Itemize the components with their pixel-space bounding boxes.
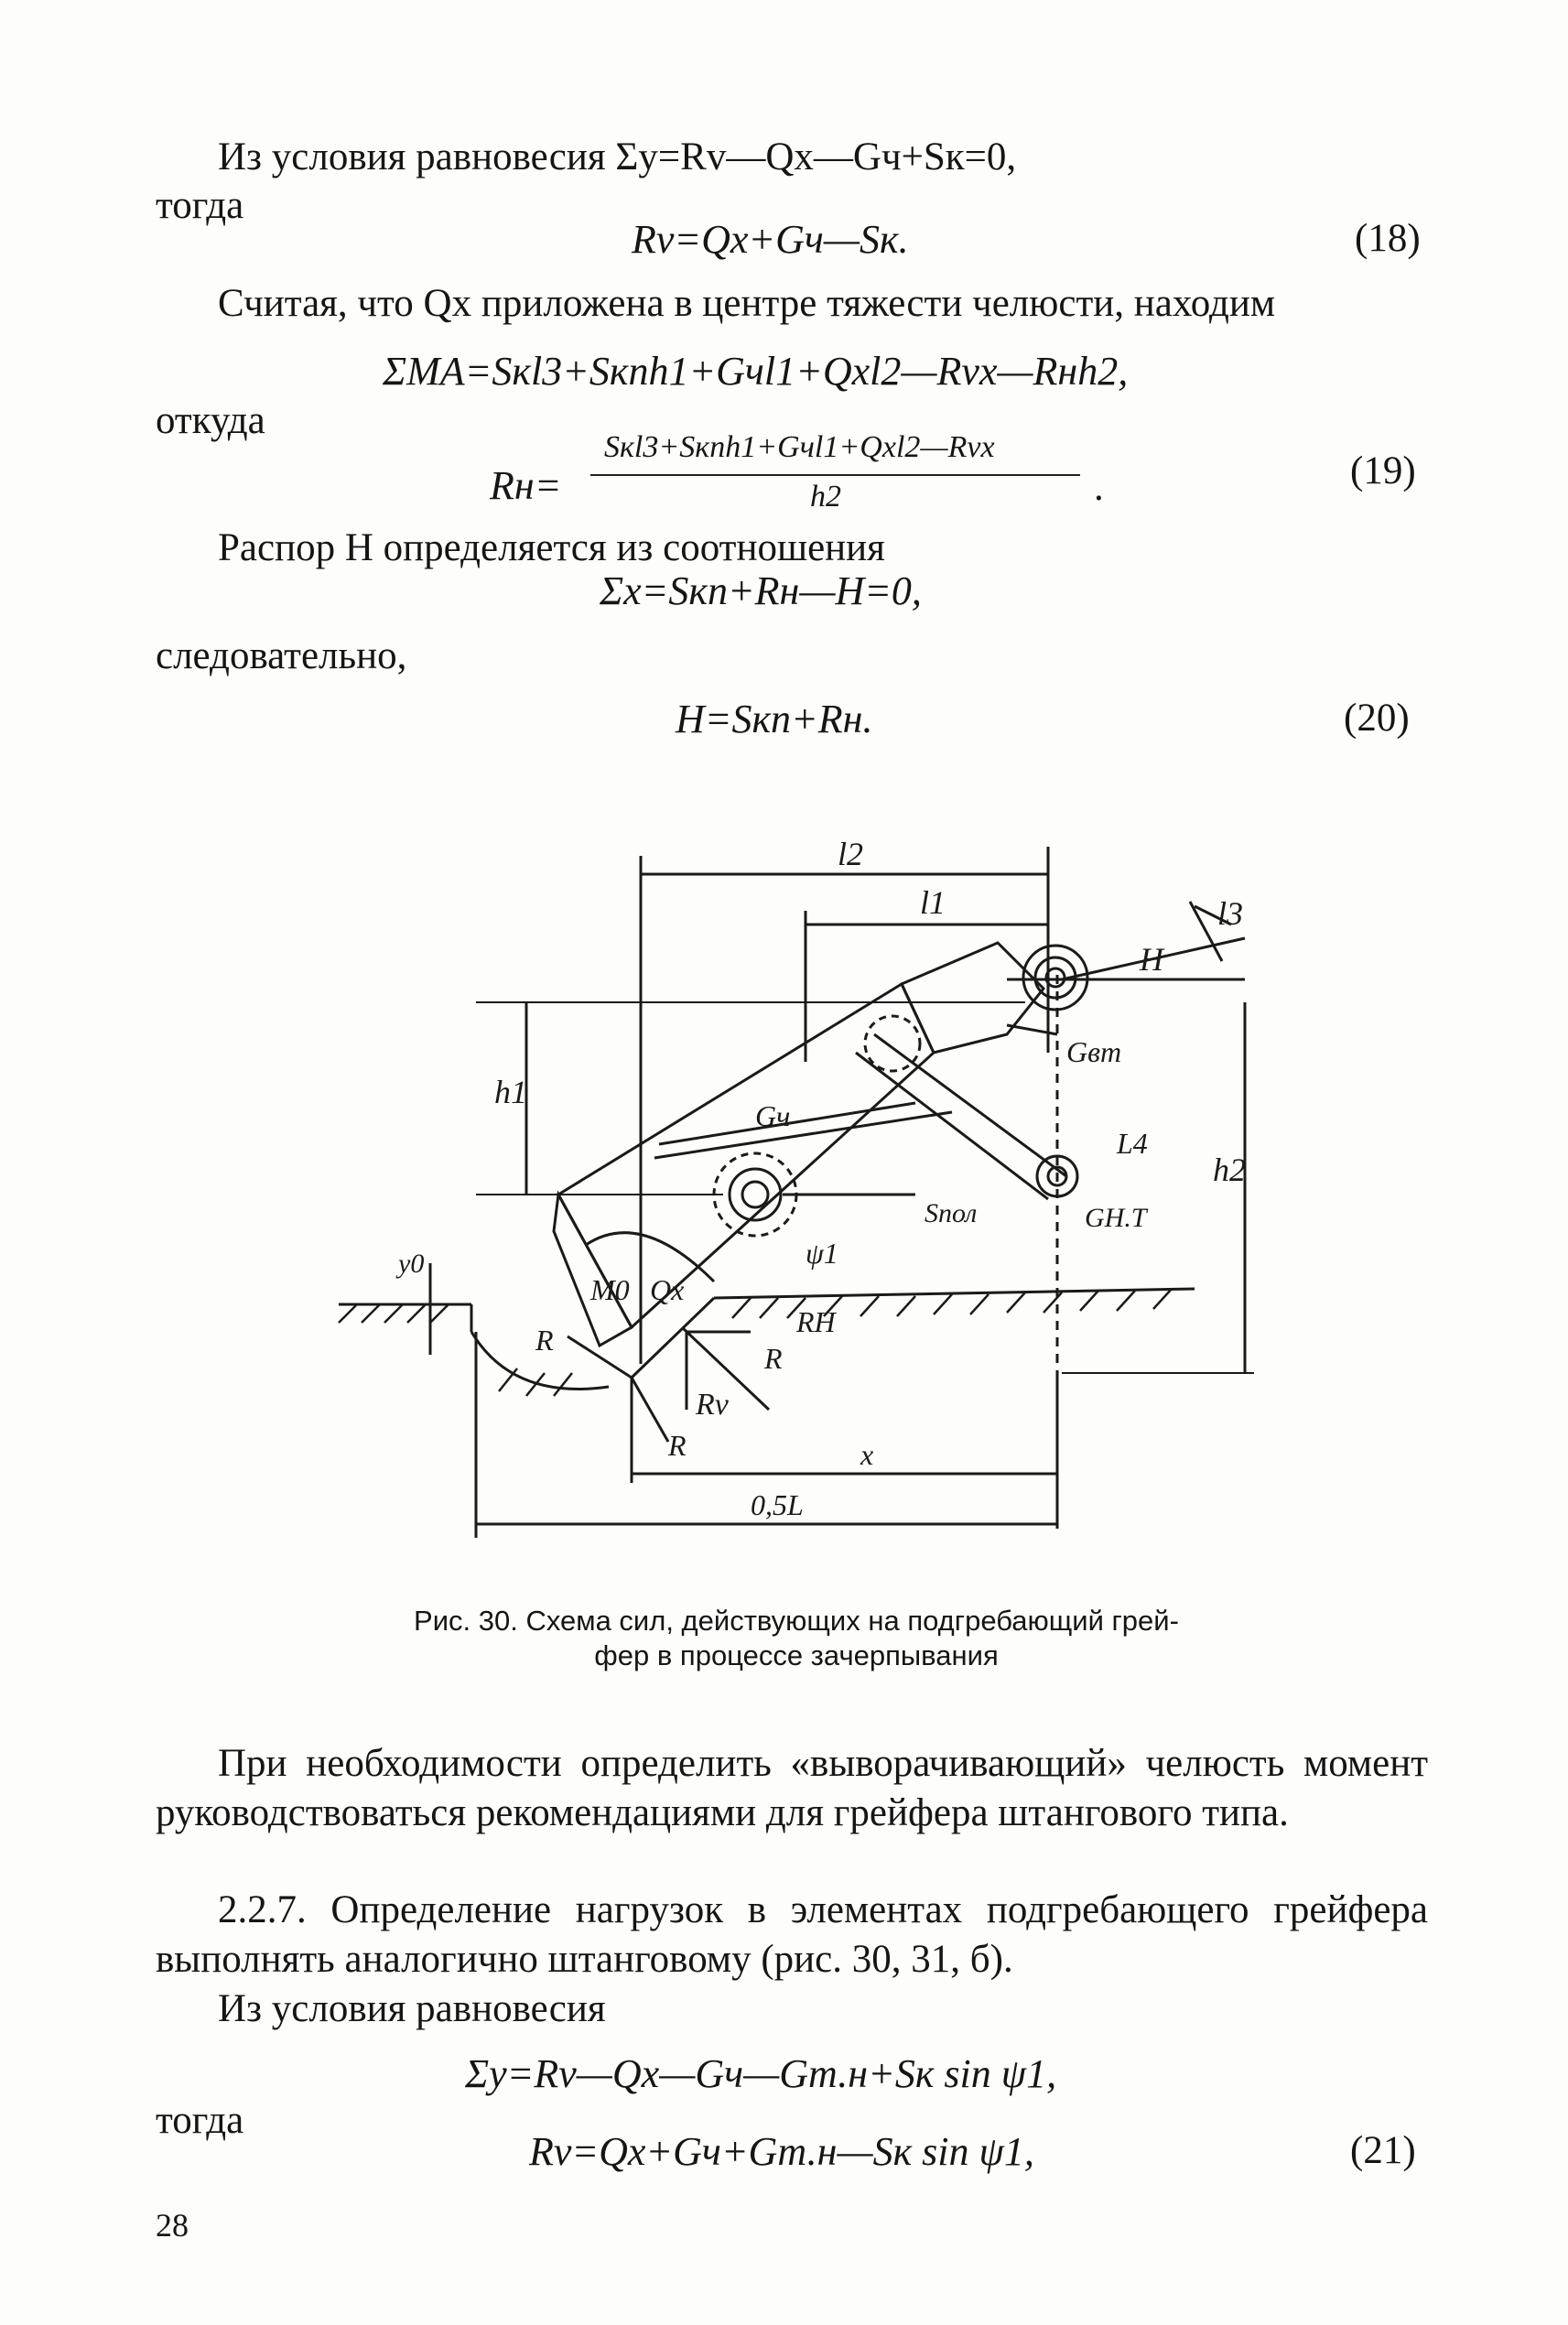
equation-21-number: (21): [1350, 2129, 1416, 2172]
equation-moment: ΣMA=Sкl3+Sкnh1+Gчl1+Qxl2—Rvx—Rнh2,: [383, 349, 1129, 394]
equation-20: H=Sкn+Rн.: [676, 697, 873, 741]
label-x: x: [860, 1438, 874, 1471]
label-Qx: Qx: [650, 1273, 685, 1306]
equation-21: Rv=Qx+Gч+Gт.н—Sк sin ψ1,: [529, 2129, 1034, 2174]
label-G-bt: Gвт: [1066, 1035, 1122, 1068]
label-G-ht: GН.Т: [1085, 1203, 1147, 1233]
equation-19-denominator: h2: [810, 480, 841, 514]
ground-right: [714, 1289, 1195, 1298]
label-H: H: [1140, 941, 1163, 978]
text-then: тогда: [156, 184, 244, 227]
text-equilibrium-2: Из условия равновесия: [218, 1987, 606, 2030]
label-h1: h1: [494, 1074, 527, 1110]
paragraph-torque: При необходимости определить «выворачивающий» челюсть момент руководствоваться рекомендациями для грейфера штангового типа.: [156, 1742, 1428, 1834]
label-half-L: 0,5L: [751, 1488, 804, 1521]
equation-19-dot: .: [1094, 466, 1104, 509]
text-then-2: тогда: [156, 2099, 244, 2142]
text-line-equilibrium: Из условия равновесия Σy=Rv—Qx—Gч+Sк=0,: [218, 135, 1017, 178]
equation-20-number: (20): [1344, 697, 1410, 740]
text-line-considering: Считая, что Qx приложена в центре тяжести челюсти, находим: [218, 282, 1276, 325]
label-y0: y0: [398, 1249, 425, 1279]
paragraph-227: 2.2.7. Определение нагрузок в элементах подгребающего грейфера выполнять аналогично штанговому (рис. 30, 31, б).: [156, 1888, 1428, 1981]
equation-sum-x: Σx=Sкn+Rн—H=0,: [600, 568, 922, 613]
text-consequently: следовательно,: [156, 634, 407, 677]
equation-19-lhs: Rн=: [490, 463, 562, 508]
label-l2: l2: [838, 836, 864, 872]
label-L4: L4: [1117, 1127, 1148, 1160]
equation-sum-y-2: Σy=Rv—Qx—Gч—Gт.н+Sк sin ψ1,: [465, 2051, 1057, 2096]
label-R-bottom: R: [668, 1429, 687, 1462]
page-number: 28: [156, 2207, 189, 2244]
equation-18: Rv=Qx+Gч—Sк.: [632, 217, 909, 262]
equation-19-numerator: Sкl3+Sкnh1+Gчl1+Qxl2—Rvx: [604, 430, 995, 464]
text-whence: откуда: [156, 399, 265, 442]
label-h2: h2: [1213, 1152, 1246, 1188]
label-R-left: R: [535, 1324, 554, 1357]
label-l1: l1: [920, 884, 946, 921]
figure-caption: [339, 1604, 1254, 1673]
label-R-right: R: [764, 1342, 783, 1375]
label-G-ch: Gч: [755, 1099, 791, 1132]
label-psi1: ψ1: [806, 1237, 838, 1270]
label-RH: RН: [796, 1305, 836, 1338]
fraction-bar: [590, 474, 1080, 476]
label-S-pol: Sпол: [925, 1198, 978, 1228]
caption-line-1: Рис. 30. Схема сил, действующих на подгребающий грей-: [414, 1605, 1179, 1637]
label-l3: l3: [1217, 895, 1244, 932]
force-diagram: [311, 824, 1254, 1556]
label-M0: M0: [590, 1273, 630, 1306]
text-thrust: Распор H определяется из соотношения: [218, 526, 885, 569]
equation-19-number: (19): [1350, 449, 1416, 492]
caption-line-2: фер в процессе зачерпывания: [594, 1639, 999, 1671]
equation-18-number: (18): [1355, 217, 1421, 260]
label-Rv: Rv: [696, 1388, 729, 1422]
